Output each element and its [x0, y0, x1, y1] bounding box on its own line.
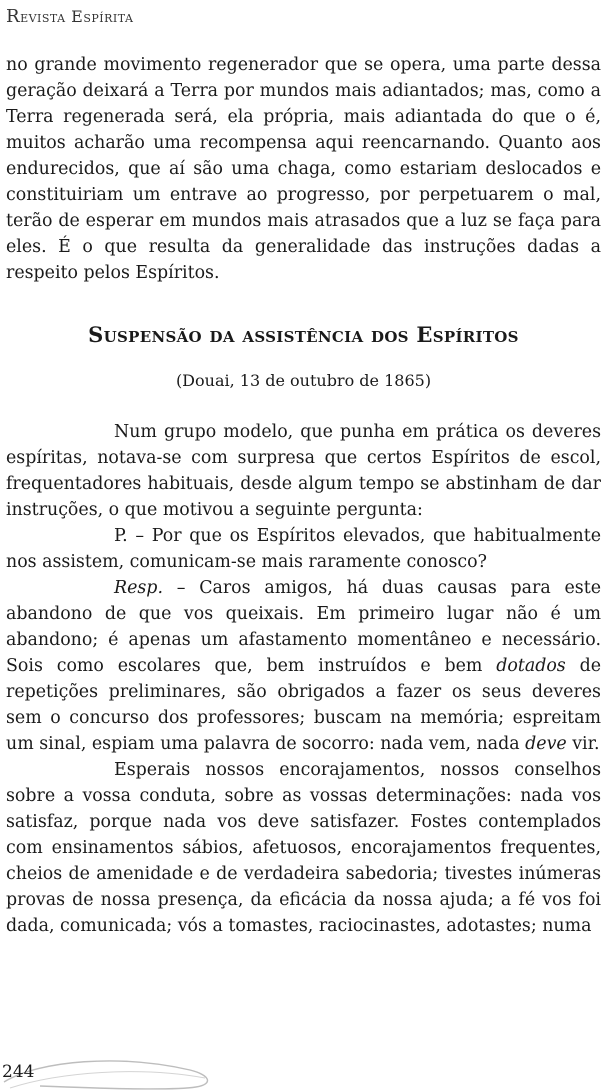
- paragraph-question: P. – Por que os Espíritos elevados, que habitualmente nos assistem, comunicam-se mais raramente conosco?: [6, 526, 601, 572]
- emphasis-deve: deve: [525, 734, 567, 754]
- page-body: [6, 52, 601, 939]
- response-text-c: vir.: [566, 734, 600, 754]
- resp-label: Resp.: [114, 578, 163, 598]
- page-footer: [0, 1052, 607, 1092]
- section-title: Suspensão da assistência dos Espíritos: [88, 322, 519, 347]
- response-text-a: – Caros amigos, há duas causas para este abandono de que vos queixais. Em primeiro lugar não é um abandono; é apenas um afastamento momentâneo e necessário. Sois como escolares que, bem instruídos e bem: [6, 578, 601, 676]
- paragraph-intro: Num grupo modelo, que punha em prática os deveres espíritas, notava-se com surpresa que certos Espíritos de escol, frequentadores habituais, desde algum tempo se abstinham de dar instruções, o que motivou a seguinte pergunta:: [6, 422, 601, 520]
- response-text-b: de repetições preliminares, são obrigados a fazer os seus deveres sem o concurso dos professores; buscam na memória; espreitam um sinal, espiam uma palavra de socorro: nada vem, nada: [6, 656, 602, 754]
- swirl-ornament-icon: [0, 1052, 240, 1092]
- emphasis-dotados: dotados: [496, 656, 566, 676]
- dateline: (Douai, 13 de outubro de 1865): [175, 371, 432, 390]
- running-head: Revista Espírita: [6, 6, 134, 27]
- paragraph-response: [6, 575, 601, 757]
- paragraph-esperais: Esperais nossos encorajamentos, nossos conselhos sobre a vossa conduta, sobre as vossas determinações: nada vos satisfaz, porque nada vos deve satisfazer. Fostes contemplados com ensinamentos sábios, afetuosos, encorajamentos frequentes, cheios de amenidade e de verdadeira sabedoria; tivestes inúmeras provas de nossa presença, da eficácia da nossa ajuda; a fé vos foi dada, comunicada; vós a tomastes, raciocinastes, adotastes; numa: [6, 760, 601, 936]
- page-number: 244: [2, 1062, 35, 1082]
- paragraph-continuation: no grande movimento regenerador que se opera, uma parte dessa geração deixará a Terra por mundos mais adiantados; mas, como a Terra regenerada será, ela própria, mais adiantada do que o é, muitos acharão uma recompensa aqui reencarnando. Quanto aos endurecidos, que aí são uma chaga, como estariam deslocados e constituiriam um entrave ao progresso, por perpetuarem o mal, terão de esperar em mundos mais atrasados que a luz se faça para eles. É o que resulta da generalidade das instruções dadas a respeito pelos Espíritos.: [6, 55, 601, 283]
